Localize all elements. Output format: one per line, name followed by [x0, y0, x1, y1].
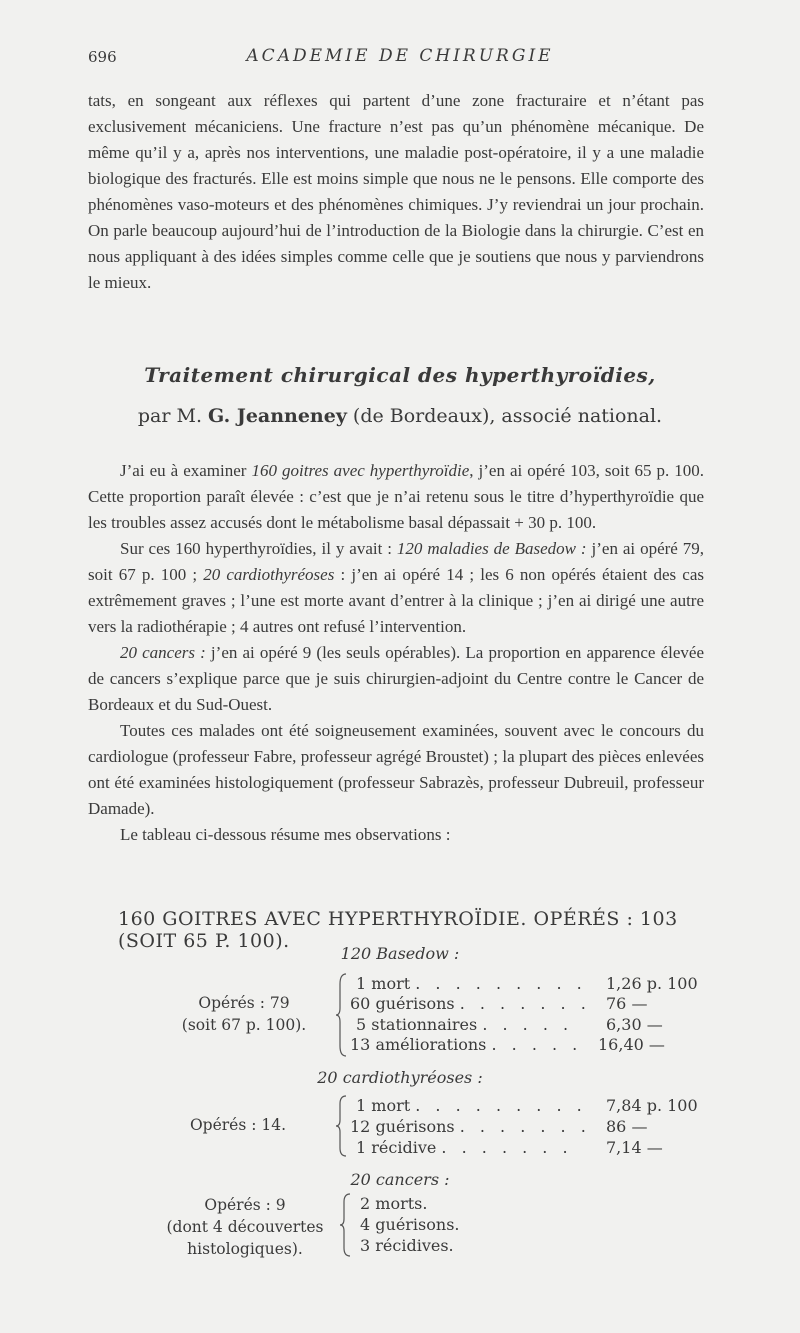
paragraph-4: Toutes ces malades ont été soigneusement examinées, souvent avec le concours du cardiologue (professeur Fabre, professeur agrégé Broustet) ; la plupart des pièces enlevées ont été examinées histologiquement (professeur Sabrazès, professeur Dubreuil, professeur Damade).	[88, 721, 704, 818]
intro-paragraph: tats, en songeant aux réflexes qui partent d’une zone fracturaire et n’étant pas exclusivement mécaniciens. Une fracture n’est pas qu’un phénomène mécanique. De même qu’il y a, après nos interventions, une maladie post-opératoire, il y a une maladie biologique des fracturés. Elle est moins simple que nous ne le pensons. Elle comporte des phénomènes vaso-moteurs et des phénomènes chimiques. J’y reviendrai un jour prochain. On parle beaucoup aujourd’hui de l’introduction de la Biologie dans la chirurgie. C’est en nous appliquant à des idées simples comme celle que je soutiens que nous y parviendrons le mieux.	[88, 91, 704, 292]
basedow-label: 120 Basedow :	[340, 944, 460, 963]
cancers-label: 20 cancers :	[350, 1170, 450, 1189]
cancers-operes: Opérés : 9 (dont 4 découvertes histologiques).	[166, 1196, 324, 1258]
paragraph-3: 20 cancers : j’en ai opéré 9 (les seuls opérables). La proportion en apparence élevée de cancers s’explique parce que je suis chirurgien-adjoint du Centre contre le Cancer de Bordeaux et du Sud-Ouest.	[88, 643, 704, 714]
basedow-row-2: 60 guérisons . . . . . . .	[350, 994, 591, 1013]
basedow-val-4: 16,40 —	[598, 1035, 665, 1054]
cardio-label: 20 cardiothyréoses :	[317, 1068, 483, 1087]
basedow-val-2: 76 —	[606, 994, 648, 1013]
page-number: 696	[88, 48, 117, 66]
basedow-row-3: 5 stationnaires . . . . .	[356, 1015, 574, 1034]
cardio-val-2: 86 —	[606, 1117, 648, 1136]
intro-block	[88, 88, 704, 296]
paragraph-1: J’ai eu à examiner 160 goitres avec hyperthyroïdie, j’en ai opéré 103, soit 65 p. 100. Cette proportion paraît élevée : c’est que je n’ai retenu sous le titre d’hyperthyroïdie que les troubles assez accusés dont le métabolisme basal dépassait + 30 p. 100.	[88, 461, 704, 532]
running-head: ACADEMIE DE CHIRURGIE	[246, 46, 554, 66]
byline-prefix: par M.	[137, 405, 209, 427]
byline	[0, 405, 800, 427]
table-heading: 160 GOITRES AVEC HYPERTHYROÏDIE. OPÉRÉS : 103 (SOIT 65 P. 100).	[118, 908, 678, 952]
paragraph-5: Le tableau ci-dessous résume mes observations :	[120, 825, 451, 844]
cardio-brace-icon	[336, 1094, 350, 1158]
cancers-row-2: 4 guérisons.	[360, 1215, 460, 1234]
cardio-row-3: 1 récidive . . . . . . .	[356, 1138, 573, 1157]
basedow-operes: Opérés : 79 (soit 67 p. 100).	[181, 994, 307, 1034]
cardio-row-2: 12 guérisons . . . . . . .	[350, 1117, 591, 1136]
cancers-row-1: 2 morts.	[360, 1194, 428, 1213]
cardio-row-1: 1 mort . . . . . . . . .	[356, 1096, 587, 1115]
paragraph-2: Sur ces 160 hyperthyroïdies, il y avait : 120 maladies de Basedow : j’en ai opéré 79, soit 67 p. 100 ; 20 cardiothyréoses : j’en ai opéré 14 ; les 6 non opérés étaient des cas extrêmement graves ; l’une est morte avant d’entrer à la clinique ; j’en ai dirigé une autre vers la radiothérapie ; 4 autres ont refusé l’intervention.	[88, 539, 705, 636]
basedow-row-4: 13 améliorations . . . . .	[350, 1035, 583, 1054]
byline-suffix: (de Bordeaux), associé national.	[346, 405, 663, 427]
article-title: Traitement chirurgical des hyperthyroïdies,	[144, 363, 656, 387]
author-name: G. Jeanneney	[208, 405, 347, 427]
basedow-row-1: 1 mort . . . . . . . . .	[356, 974, 587, 993]
basedow-brace-icon	[336, 972, 350, 1058]
cancers-brace-icon	[340, 1192, 354, 1258]
cardio-val-3: 7,14 —	[606, 1138, 663, 1157]
article-body	[88, 458, 704, 848]
basedow-val-1: 1,26 p. 100	[606, 974, 698, 993]
cardio-val-1: 7,84 p. 100	[606, 1096, 698, 1115]
cancers-row-3: 3 récidives.	[360, 1236, 454, 1255]
basedow-val-3: 6,30 —	[606, 1015, 663, 1034]
cardio-operes: Opérés : 14.	[189, 1116, 287, 1134]
